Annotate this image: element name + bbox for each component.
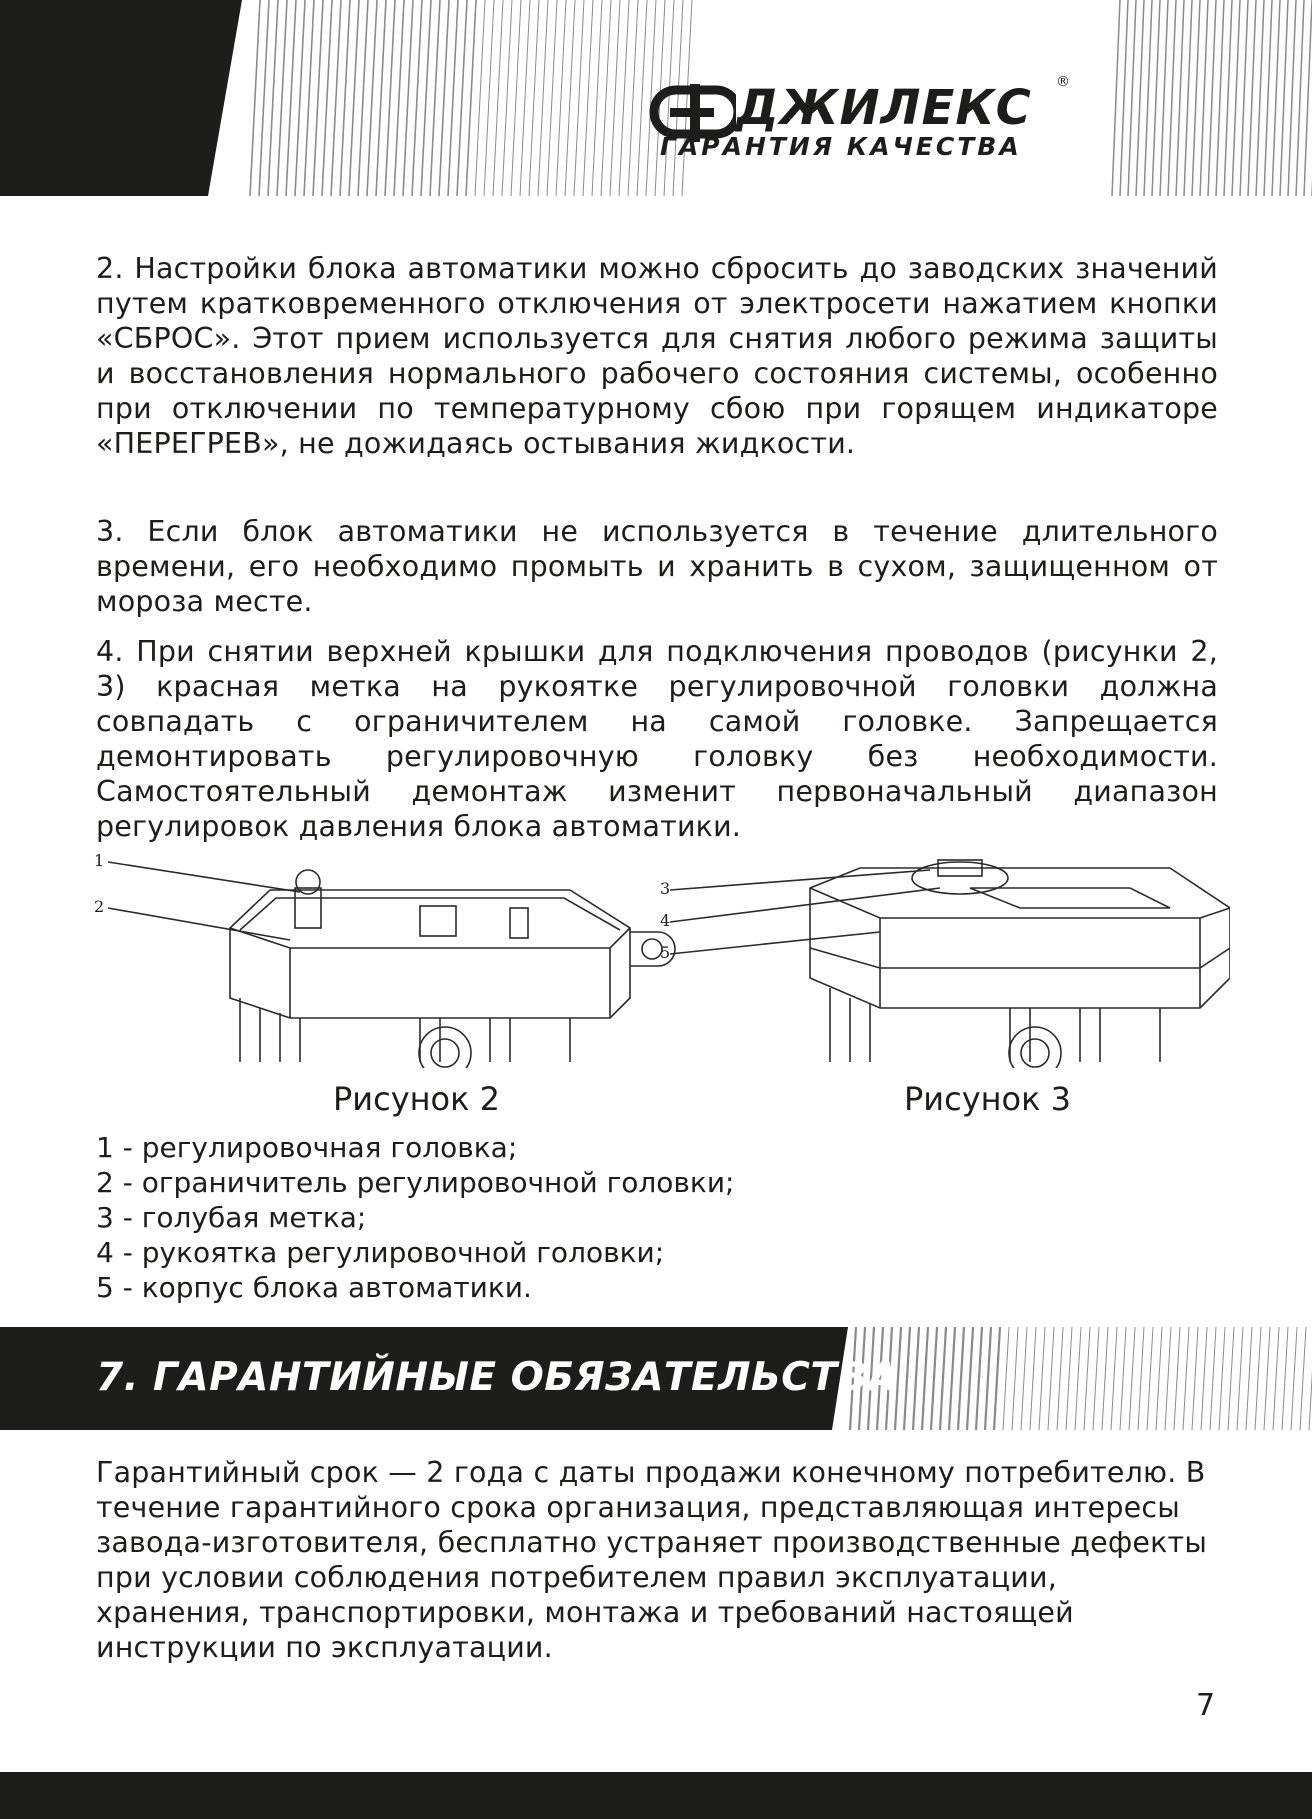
hatch-line [592,0,602,196]
hatch-line [277,0,287,196]
hatch-line [1246,1327,1252,1430]
hatch-line [1084,1327,1090,1430]
hatch-line [394,0,404,196]
hatch-line [1300,1327,1306,1430]
hatch-line [1165,1327,1171,1430]
hatch-line [1093,1327,1099,1430]
hatch-line [985,1327,991,1430]
hatch-line [1174,1327,1180,1430]
hatch-line [1264,0,1272,196]
hatch-line [1152,0,1160,196]
hatch-line [358,0,368,196]
header-hatch-right [1112,0,1312,196]
hatch-line [1248,0,1256,196]
hatch-line [976,1327,982,1430]
hatch-line [511,0,521,196]
section-title: 7. ГАРАНТИЙНЫЕ ОБЯЗАТЕЛЬСТВА [96,1355,899,1400]
hatch-line [376,0,386,196]
legend-item: 1 - регулировочная головка; [96,1131,518,1164]
paragraph-text: 3. Если блок автоматики не используется в течение длительного времени, его необходимо промыть и хранить в сухом, защищенном от мороза месте. [96,515,1218,618]
warranty-paragraph [96,1455,1218,1665]
brand-slogan: ГАРАНТИЯ КАЧЕСТВА [660,132,1022,161]
hatch-line [949,1327,955,1430]
hatch-line [1111,1327,1117,1430]
hatch-line [1128,0,1136,196]
hatch-line [484,0,494,196]
hatch-line [412,0,422,196]
hatch-line [1280,0,1288,196]
hatch-line [304,0,314,196]
callout-1: 1 [94,851,105,870]
brand-name: ДЖИЛЕКС [736,80,1032,136]
hatch-line [1168,0,1176,196]
hatch-line [958,1327,964,1430]
hatch-line [1224,0,1232,196]
hatch-line [1208,0,1216,196]
hatch-line [1048,1327,1054,1430]
hatch-line [331,0,341,196]
hatch-line [1216,0,1224,196]
legend-item: 4 - рукоятка регулировочной головки; [96,1236,665,1269]
hatch-line [556,0,566,196]
page-footer-bar [0,1772,1312,1819]
hatch-line [322,0,332,196]
hatch-line [1176,0,1184,196]
hatch-line [295,0,305,196]
paragraph-3 [96,514,1218,619]
registered-mark: ® [1056,74,1070,90]
figure-legend [96,1130,734,1305]
hatch-line [1210,1327,1216,1430]
hatch-line [904,1327,910,1430]
hatch-line [1021,1327,1027,1430]
hatch-line [1256,0,1264,196]
hatch-line [502,0,512,196]
hatch-line [385,0,395,196]
figure-2-caption: Рисунок 2 [333,1080,500,1118]
hatch-line [1120,1327,1126,1430]
hatch-line [1147,1327,1153,1430]
hatch-line [466,0,476,196]
hatch-line [1192,0,1200,196]
hatch-line [1066,1327,1072,1430]
hatch-line [1160,0,1168,196]
paragraph-2 [96,251,1218,461]
page-header [0,0,1312,196]
hatch-line [1039,1327,1045,1430]
hatch-line [403,0,413,196]
callout-2: 2 [94,897,105,916]
callout-5: 5 [660,943,671,962]
hatch-line [1200,0,1208,196]
section-hatch [850,1327,1312,1430]
hatch-line [610,0,620,196]
hatch-line [313,0,323,196]
hatch-line [430,0,440,196]
hatch-line [421,0,431,196]
brand-logo [636,74,1076,164]
hatch-line [1102,1327,1108,1430]
paragraph-text: Гарантийный срок — 2 года с даты продажи конечному потребителю. В течение гарантийного срока организация, представляющая интересы завода-изготовителя, бесплатно устраняет производственные дефекты при условии соблюдения потребителем правил эксплуатации, хранения, транспортировки, монтажа и требований настоящей инструкции по эксплуатации. [96,1456,1208,1664]
hatch-line [994,1327,1000,1430]
figures-row [90,848,1230,1088]
hatch-line [565,0,575,196]
hatch-line [340,0,350,196]
hatch-line [1296,0,1304,196]
figure-2-drawing [90,848,1230,1068]
hatch-line [1012,1327,1018,1430]
hatch-line [1201,1327,1207,1430]
hatch-line [1273,1327,1279,1430]
hatch-line [574,0,584,196]
paragraph-text: 2. Настройки блока автоматики можно сбросить до заводских значений путем кратковременного отключения от электросети нажатием кнопки «СБРОС». Этот прием используется для снятия любого режима защиты и восстановления нормального рабочего состояния системы, особенно при отключении по температурному сбою при горящем индикаторе «ПЕРЕГРЕВ», не дожидаясь остывания жидкости. [96,252,1218,460]
hatch-line [1228,1327,1234,1430]
page-number: 7 [1196,1688,1216,1723]
hatch-line [1184,0,1192,196]
hatch-line [1129,1327,1135,1430]
hatch-line [619,0,629,196]
hatch-line [1304,0,1312,196]
hatch-line [1192,1327,1198,1430]
hatch-line [1264,1327,1270,1430]
hatch-line [583,0,593,196]
hatch-line [268,0,278,196]
hatch-line [940,1327,946,1430]
hatch-line [439,0,449,196]
legend-item: 3 - голубая метка; [96,1201,367,1234]
hatch-line [1057,1327,1063,1430]
hatch-line [1219,1327,1225,1430]
callout-3: 3 [660,879,671,898]
legend-item: 2 - ограничитель регулировочной головки; [96,1166,735,1199]
hatch-line [529,0,539,196]
hatch-line [286,0,296,196]
hatch-line [1120,0,1128,196]
hatch-line [1255,1327,1261,1430]
hatch-line [601,0,611,196]
figure-3-caption: Рисунок 3 [904,1080,1071,1118]
hatch-line [493,0,503,196]
hatch-line [922,1327,928,1430]
hatch-line [1136,0,1144,196]
hatch-line [967,1327,973,1430]
hatch-line [457,0,467,196]
hatch-line [913,1327,919,1430]
header-hatch-left [250,0,692,196]
hatch-line [1232,0,1240,196]
hatch-line [547,0,557,196]
hatch-line [1183,1327,1189,1430]
hatch-line [259,0,269,196]
hatch-line [1291,1327,1297,1430]
hatch-line [1288,0,1296,196]
paragraph-4 [96,634,1218,844]
hatch-line [367,0,377,196]
hatch-line [1030,1327,1036,1430]
paragraph-text: 4. При снятии верхней крышки для подключения проводов (рисунки 2, 3) красная метка на рукоятке регулировочной головки должна совпадать с ограничителем на самой головке. Запрещается демонтировать регулировочную головку без необходимости. Самостоятельный демонтаж изменит первоначальный диапазон регулировок давления блока автоматики. [96,635,1218,843]
callout-4: 4 [660,911,671,930]
hatch-line [475,0,485,196]
hatch-line [250,0,260,196]
hatch-line [1003,1327,1009,1430]
hatch-line [448,0,458,196]
hatch-line [1240,0,1248,196]
hatch-line [1282,1327,1288,1430]
hatch-line [1075,1327,1081,1430]
hatch-line [1138,1327,1144,1430]
hatch-line [1272,0,1280,196]
hatch-line [349,0,359,196]
hatch-line [520,0,530,196]
legend-item: 5 - корпус блока автоматики. [96,1271,532,1304]
hatch-line [1237,1327,1243,1430]
header-black-block [0,0,242,196]
hatch-line [538,0,548,196]
hatch-line [1112,0,1120,196]
hatch-line [1156,1327,1162,1430]
hatch-line [1144,0,1152,196]
hatch-line [931,1327,937,1430]
